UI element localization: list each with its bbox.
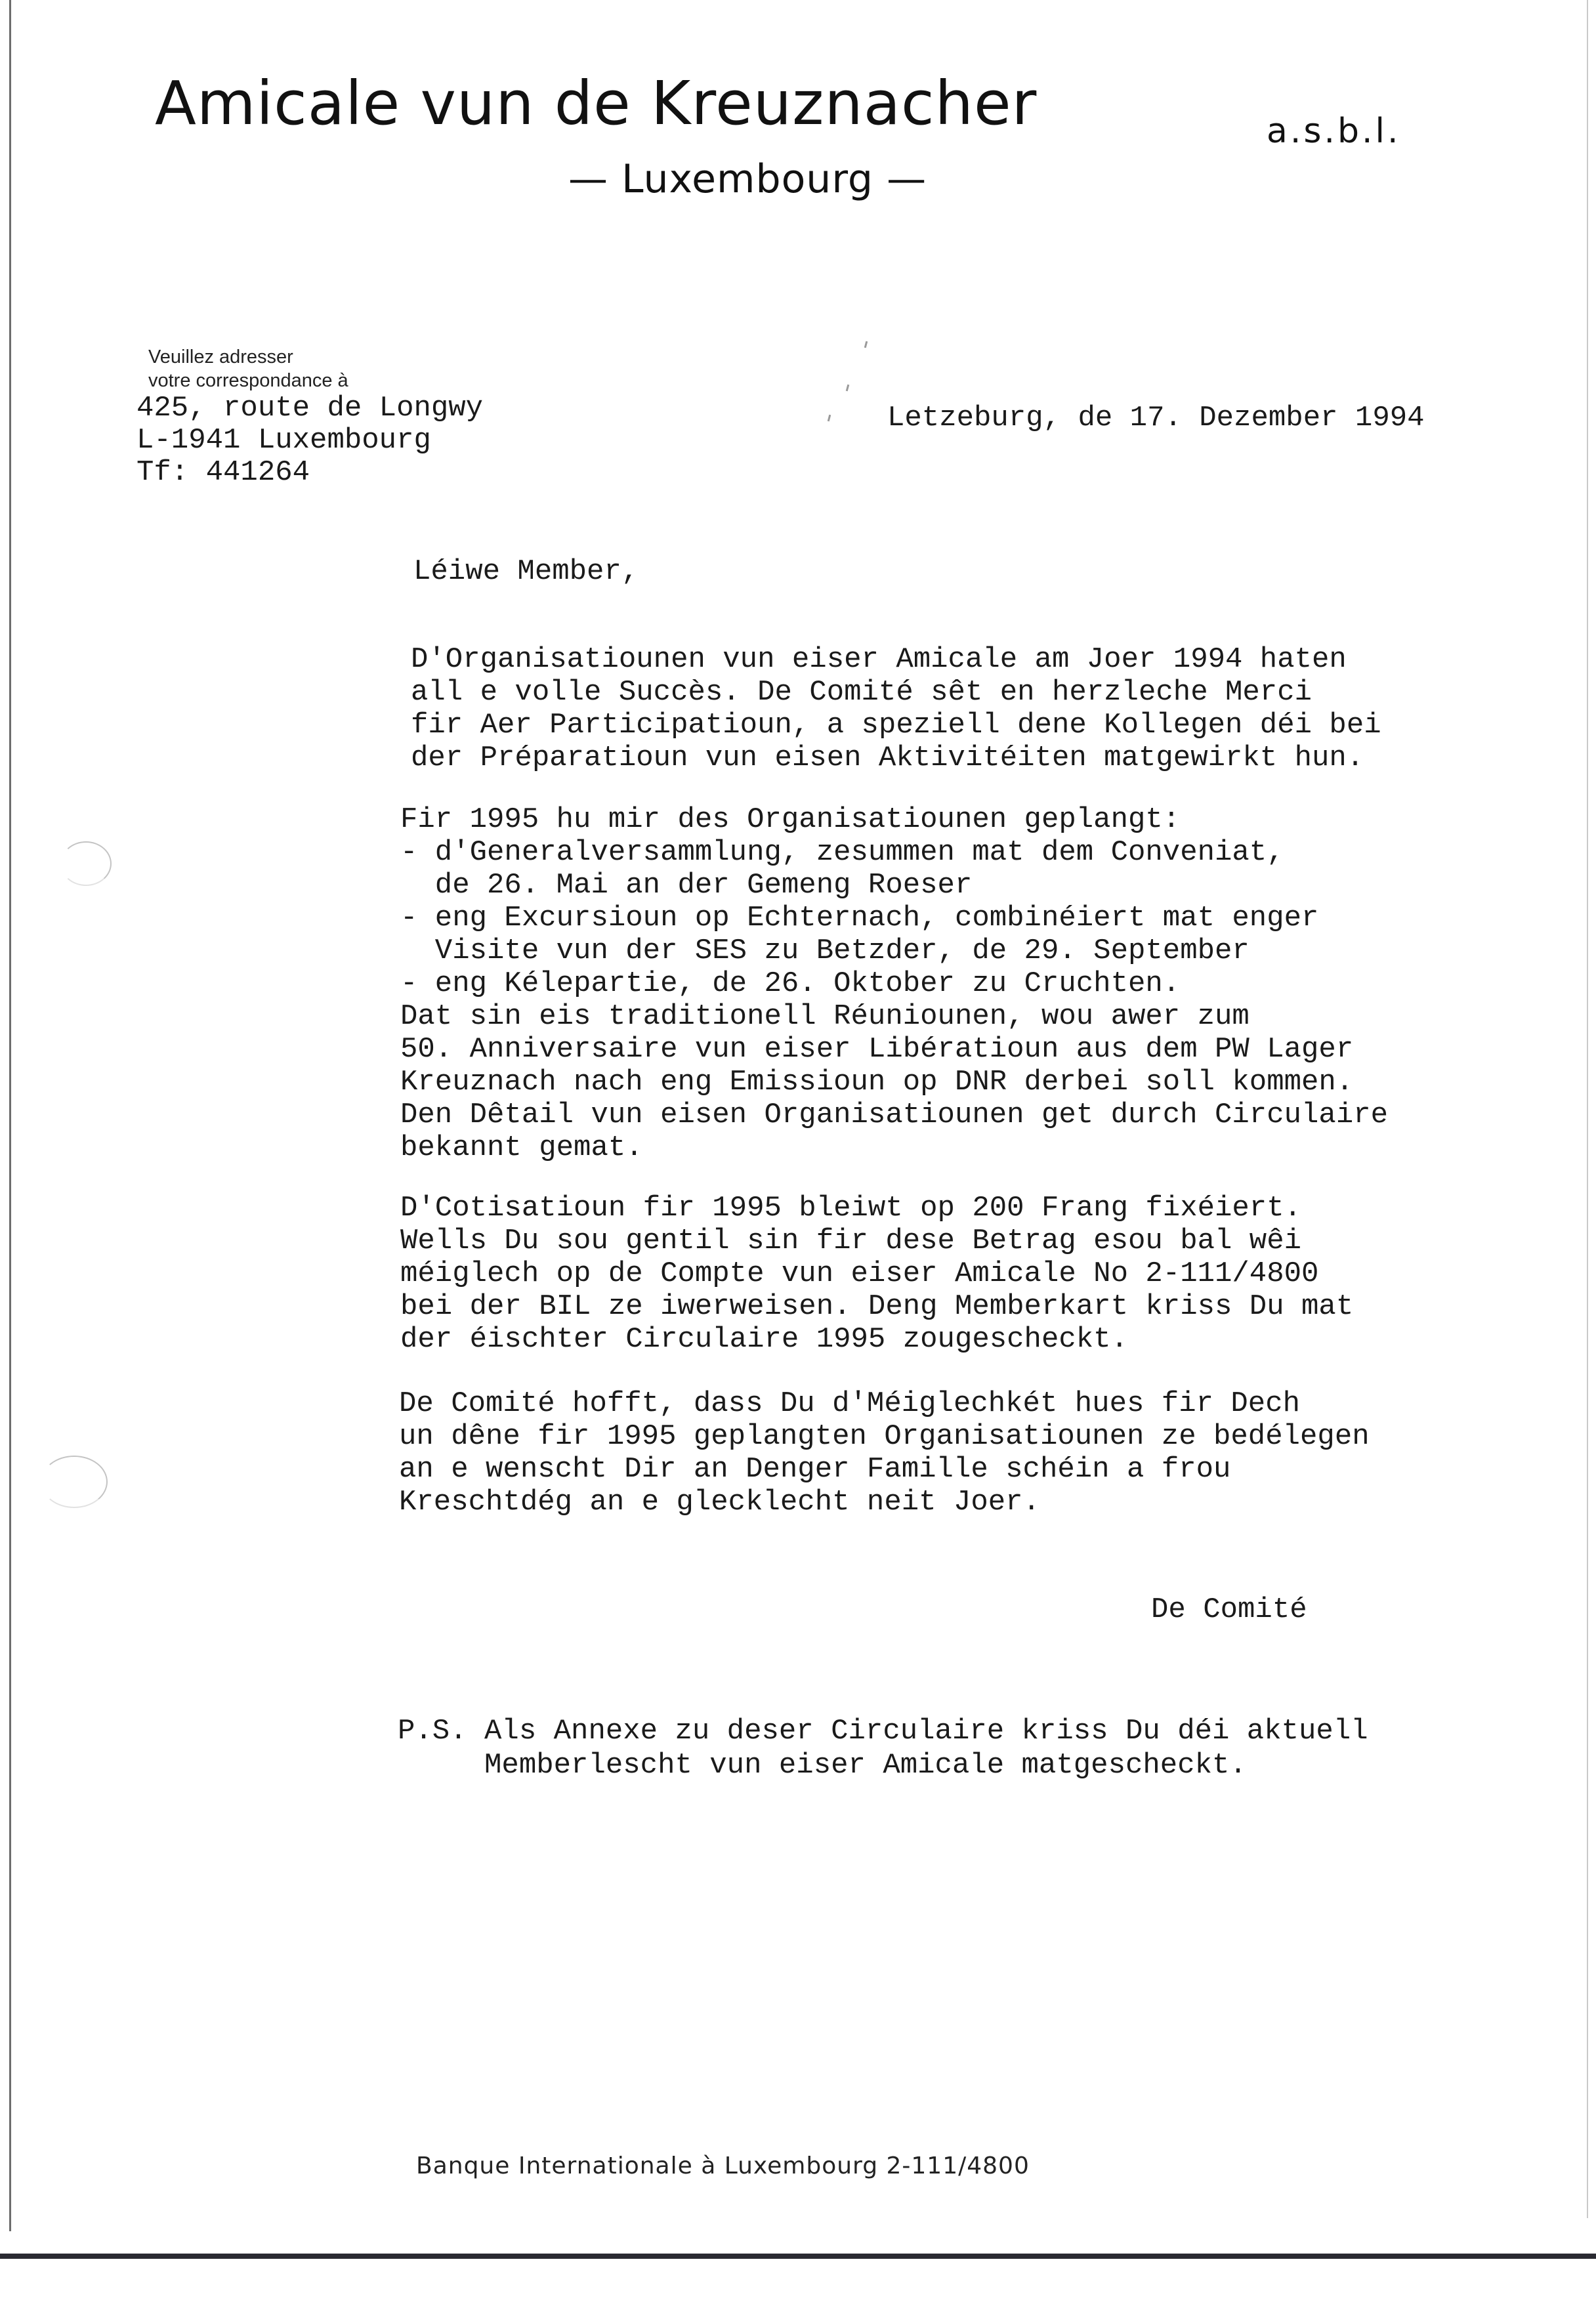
punch-hole-mark [41,1456,108,1508]
correspondence-label-line: Veuillez adresser [148,346,293,368]
address-street: 425, route de Longwy [136,392,484,425]
scan-right-edge [1587,0,1588,2218]
scan-left-edge [9,0,11,2231]
correspondence-label [148,345,348,392]
legal-form-suffix: a.s.b.l. [1267,112,1401,151]
correspondence-label-line: votre correspondance à [148,370,348,391]
punch-hole-mark [60,841,112,886]
sender-address [136,392,483,489]
scan-speck [864,341,868,348]
organization-name: Amicale vun de Kreuznacher [155,68,1038,138]
postscript: P.S. Als Annexe zu deser Circulaire kriss Du déi aktuell Memberlescht vun eiser Amicale matgescheckt. [398,1715,1368,1782]
salutation: Léiwe Member, [413,555,639,588]
paragraph-membership-fee: D'Cotisatioun fir 1995 bleiwt op 200 Frang fixéiert. Wells Du sou gentil sin fir dese Betrag esou bal wêi méiglech op de Compte vun eiser Amicale No 2-111/4800 bei der BIL ze iwerweisen. Deng Memberkart kriss Du mat der éischter Circulaire 1995 zougescheckt. [400,1192,1354,1356]
page-bottom-rule [0,2254,1596,2259]
address-phone: Tf: 441264 [136,456,310,489]
paragraph-season-greetings: De Comité hofft, dass Du d'Méiglechkét hues fir Dech un dêne fir 1995 geplangten Organisatiounen ze bedélegen an e wenscht Dir an Denger Famille schéin a frou Kreschtdég an e glecklecht neit Joer. [399,1387,1370,1519]
organization-city: — Luxembourg — [568,156,927,202]
signature-closing: De Comité [1151,1593,1307,1626]
address-postal-city: L-1941 Luxembourg [136,424,431,457]
paragraph-thanks: D'Organisatiounen vun eiser Amicale am Joer 1994 haten all e volle Succès. De Comité sêt en herzleche Merci fir Aer Participatioun, a speziell dene Kollegen déi bei der Préparatioun vun eisen Aktivitéiten matgewirkt hun. [411,643,1381,774]
scan-speck [828,415,831,421]
letter-date: Letzeburg, de 17. Dezember 1994 [887,402,1425,434]
paragraph-planned-events: Fir 1995 hu mir des Organisatiounen geplangt: - d'Generalversammlung, zesummen mat dem Conveniat, de 26. Mai an der Gemeng Roeser - eng Excursioun op Echternach, combinéiert mat enger Visite vun der SES zu Betzder, de 29. September - eng Kélepartie, de 26. Oktober zu Cruchten. Dat sin eis traditionell Réuniounen, wou awer zum 50. Anniversaire vun eiser Libératioun aus dem PW Lager Kreuznach nach eng Emissioun op DNR derbei soll kommen. Den Dêtail vun eisen Organisatiounen get durch Circulaire bekannt gemat. [400,803,1389,1164]
scan-speck [846,385,849,391]
bank-footer: Banque Internationale à Luxembourg 2-111/4800 [416,2152,1030,2179]
